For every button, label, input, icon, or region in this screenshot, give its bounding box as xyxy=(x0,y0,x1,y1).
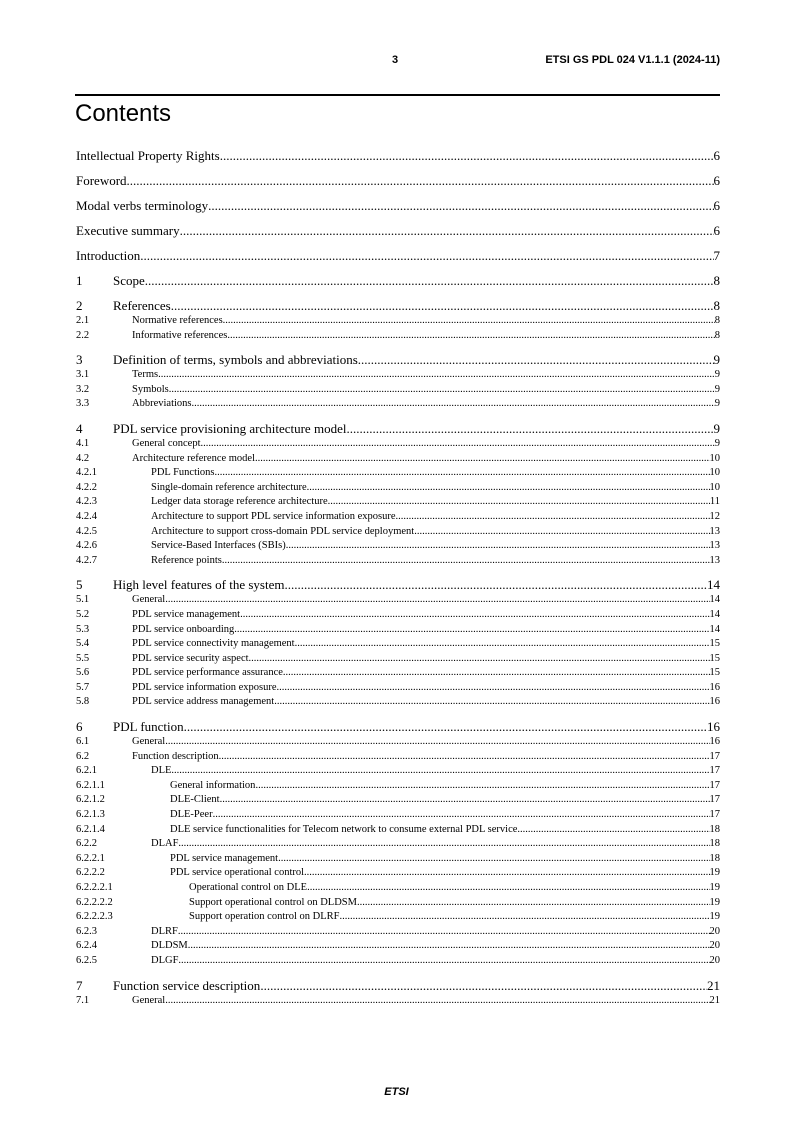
toc-entry-title[interactable]: Modal verbs terminology xyxy=(76,198,209,213)
toc-entry-page: 8 xyxy=(714,315,720,326)
toc-entry-page: 9 xyxy=(714,398,720,410)
toc-entry-page: 14 xyxy=(709,623,720,635)
toc-entry-number: 5.7 xyxy=(76,681,90,693)
toc-entry[interactable] xyxy=(76,437,720,452)
toc-entry[interactable] xyxy=(76,510,720,525)
dot-leader xyxy=(234,623,709,638)
toc-entry-title[interactable]: PDL service management xyxy=(170,852,279,864)
toc-entry-page: 15 xyxy=(709,667,720,679)
toc-entry-title[interactable]: DLRF xyxy=(151,925,178,937)
toc-entry-page: 16 xyxy=(709,681,720,693)
toc-entry[interactable] xyxy=(76,637,720,652)
toc-entry[interactable] xyxy=(76,681,720,696)
toc-entry-title[interactable]: PDL service security aspect xyxy=(132,652,249,664)
dot-leader xyxy=(286,539,710,554)
toc-entry-title[interactable]: Scope xyxy=(113,273,145,288)
toc-entry-page: 18 xyxy=(709,838,720,850)
toc-entry[interactable] xyxy=(76,397,720,412)
toc-entry[interactable] xyxy=(76,823,720,838)
toc-entry-number: 6.2.2 xyxy=(76,838,97,850)
toc-entry-page: 18 xyxy=(709,823,720,835)
toc-entry-page: 7 xyxy=(713,248,720,263)
dot-leader xyxy=(222,554,710,569)
toc-entry-number: 7.1 xyxy=(76,994,90,1006)
toc-entry-title[interactable]: Service-Based Interfaces (SBIs) xyxy=(151,540,286,552)
toc-entry-number: 5.2 xyxy=(76,608,90,620)
toc-entry-number: 6.2.4 xyxy=(76,940,97,952)
toc-entry[interactable] xyxy=(76,750,720,765)
toc-entry-page: 20 xyxy=(709,925,720,937)
toc-entry-page: 11 xyxy=(709,496,720,508)
toc-entry-number: 6 xyxy=(76,719,83,735)
toc-entry-title[interactable]: PDL service onboarding xyxy=(132,623,235,635)
toc-entry-page: 8 xyxy=(713,298,720,313)
toc-entry-number: 6.2.1.4 xyxy=(76,823,105,835)
toc-entry[interactable] xyxy=(76,222,720,239)
dot-leader xyxy=(249,652,710,667)
toc-entry-title[interactable]: DLE xyxy=(151,765,172,777)
dot-leader xyxy=(278,852,709,867)
toc-entry-page: 6 xyxy=(713,223,720,238)
dot-leader xyxy=(178,925,710,940)
toc-entry-title[interactable]: PDL Functions xyxy=(151,467,215,479)
toc-entry-title[interactable]: Symbols xyxy=(132,383,169,395)
toc-entry-page: 9 xyxy=(714,369,720,381)
toc-entry-page: 9 xyxy=(713,420,720,436)
toc-entry-number: 5.4 xyxy=(76,638,90,650)
toc-entry[interactable] xyxy=(76,368,720,383)
toc-entry-title[interactable]: Reference points xyxy=(151,554,222,566)
dot-leader xyxy=(165,593,709,608)
toc-entry-number: 5.3 xyxy=(76,623,90,635)
toc-entry[interactable] xyxy=(76,576,720,593)
dot-leader xyxy=(171,764,709,779)
toc-entry-number: 4.2.2 xyxy=(76,481,97,493)
toc-entry-title[interactable]: Definition of terms, symbols and abbreviations xyxy=(113,352,358,368)
toc-entry-number: 6.2.1.2 xyxy=(76,794,105,806)
toc-entry[interactable] xyxy=(76,593,720,608)
dot-leader xyxy=(277,681,710,696)
toc-entry-page: 6 xyxy=(713,173,720,188)
dot-leader xyxy=(219,750,710,765)
toc-entry-number: 4.2.5 xyxy=(76,525,97,537)
dot-leader xyxy=(192,397,715,412)
toc-entry-page: 17 xyxy=(709,779,720,791)
toc-entry-number: 6.2.3 xyxy=(76,925,97,937)
toc-entry[interactable] xyxy=(76,764,720,779)
toc-entry-page: 17 xyxy=(709,765,720,777)
toc-entry-page: 19 xyxy=(709,911,720,923)
toc-entry-page: 9 xyxy=(713,352,720,368)
dot-leader xyxy=(346,420,713,437)
toc-entry-title[interactable]: Abbreviations xyxy=(132,398,192,410)
toc-entry-title[interactable]: Operational control on DLE xyxy=(189,882,308,893)
dot-leader xyxy=(145,272,714,289)
toc-entry[interactable] xyxy=(76,297,720,314)
toc-entry-title[interactable]: Support operational control on DLDSM xyxy=(189,896,357,908)
toc-entry-page: 10 xyxy=(709,467,720,479)
toc-entry-title[interactable]: Foreword xyxy=(76,173,127,188)
toc-entry[interactable] xyxy=(76,925,720,940)
toc-entry[interactable] xyxy=(76,481,720,496)
toc-entry-title[interactable]: PDL service management xyxy=(132,608,241,620)
toc-entry-title[interactable]: PDL service connectivity management xyxy=(132,638,295,650)
toc-entry[interactable] xyxy=(76,314,720,329)
toc-entry-title[interactable]: Single-domain reference architecture xyxy=(151,481,307,493)
dot-leader xyxy=(127,172,714,189)
toc-entry-title[interactable]: Support operation control on DLRF xyxy=(189,911,340,923)
dot-leader xyxy=(208,197,713,214)
dot-leader xyxy=(158,368,715,383)
toc-entry[interactable] xyxy=(76,779,720,794)
document-id: ETSI GS PDL 024 V1.1.1 (2024-11) xyxy=(545,54,720,66)
toc-entry-number: 5.1 xyxy=(76,594,90,606)
toc-entry-title[interactable]: DLE-Peer xyxy=(170,809,213,821)
toc-entry-number: 6.2.1.3 xyxy=(76,809,105,821)
toc-entry[interactable] xyxy=(76,247,720,264)
toc-entry[interactable] xyxy=(76,881,720,896)
toc-entry-number: 3 xyxy=(76,352,83,368)
toc-entry[interactable] xyxy=(76,718,720,735)
toc-entry[interactable] xyxy=(76,735,720,750)
toc-entry-page: 6 xyxy=(713,148,720,163)
toc-entry-title[interactable]: DLAF xyxy=(151,838,179,850)
toc-entry-title[interactable]: Architecture reference model xyxy=(132,452,256,464)
toc-entry-number: 5 xyxy=(76,577,83,593)
toc-entry-number: 6.2.2.2.1 xyxy=(76,882,113,893)
toc-entry[interactable] xyxy=(76,351,720,368)
toc-entry-page: 9 xyxy=(714,437,720,449)
toc-entry-title[interactable]: High level features of the system xyxy=(113,577,285,593)
toc-entry-number: 6.2 xyxy=(76,750,90,762)
toc-entry-title[interactable]: General xyxy=(132,994,166,1006)
toc-entry-number: 4.1 xyxy=(76,437,90,449)
toc-entry[interactable] xyxy=(76,172,720,189)
toc-entry-title[interactable]: DLE service functionalities for Telecom network to consume external PDL service xyxy=(170,823,518,835)
dot-leader xyxy=(328,495,710,510)
toc-entry-title[interactable]: DLDSM xyxy=(151,940,188,952)
toc-entry-number: 4.2 xyxy=(76,452,90,464)
toc-entry-number: 6.2.1.1 xyxy=(76,779,105,791)
toc-entry-page: 8 xyxy=(713,273,720,288)
toc-entry[interactable] xyxy=(76,793,720,808)
toc-entry-title[interactable]: PDL service information exposure xyxy=(132,681,277,693)
toc-entry-page: 19 xyxy=(709,867,720,879)
toc-entry-number: 2 xyxy=(76,298,83,313)
dot-leader xyxy=(340,910,710,925)
dot-leader xyxy=(220,147,714,164)
toc-entry[interactable] xyxy=(76,495,720,510)
toc-entry[interactable] xyxy=(76,994,720,1009)
toc-entry-title[interactable]: Architecture to support PDL service information exposure xyxy=(151,510,396,522)
toc-entry-title[interactable]: PDL function xyxy=(113,719,184,735)
dot-leader xyxy=(295,637,710,652)
dot-leader xyxy=(358,351,714,368)
toc-entry[interactable] xyxy=(76,383,720,398)
toc-entry-page: 13 xyxy=(709,554,720,566)
toc-entry-page: 17 xyxy=(709,750,720,762)
toc-entry-number: 3.2 xyxy=(76,383,90,395)
toc-entry-number: 3.3 xyxy=(76,398,90,410)
toc-entry[interactable] xyxy=(76,420,720,437)
toc-entry[interactable] xyxy=(76,652,720,667)
toc-entry-page: 20 xyxy=(709,954,720,966)
toc-entry[interactable] xyxy=(76,272,720,289)
toc-entry-page: 17 xyxy=(709,809,720,821)
toc-entry[interactable] xyxy=(76,452,720,467)
dot-leader xyxy=(284,576,707,593)
dot-leader xyxy=(188,939,710,954)
toc-entry-title[interactable]: PDL service provisioning architecture model xyxy=(113,420,347,436)
dot-leader xyxy=(255,779,709,794)
toc-entry-page: 17 xyxy=(709,794,720,806)
toc-entry-page: 15 xyxy=(709,652,720,664)
toc-entry-page: 10 xyxy=(709,452,720,464)
toc-entry-number: 4.2.6 xyxy=(76,540,97,552)
toc-entry-number: 2.2 xyxy=(76,329,90,341)
toc-entry-page: 14 xyxy=(709,594,720,606)
toc-entry-page: 8 xyxy=(714,329,720,341)
page-title: Contents xyxy=(75,100,172,127)
toc-entry-title[interactable]: DLE-Client xyxy=(170,794,220,806)
toc-entry-page: 21 xyxy=(709,994,720,1006)
toc-entry-number: 5.6 xyxy=(76,667,90,679)
dot-leader xyxy=(240,608,709,623)
dot-leader xyxy=(274,695,709,710)
dot-leader xyxy=(304,866,709,881)
toc-entry-number: 4.2.4 xyxy=(76,510,97,522)
toc-entry[interactable] xyxy=(76,608,720,623)
toc-entry-number: 5.5 xyxy=(76,652,90,664)
toc-entry-title[interactable]: PDL service performance assurance xyxy=(132,667,283,679)
toc-entry-number: 4.2.3 xyxy=(76,496,97,508)
toc-entry[interactable] xyxy=(76,466,720,481)
toc-entry[interactable] xyxy=(76,939,720,954)
dot-leader xyxy=(223,314,715,329)
toc-entry-title[interactable]: References xyxy=(113,298,171,313)
toc-entry-page: 16 xyxy=(707,719,720,735)
dot-leader xyxy=(180,222,714,239)
toc-entry-title[interactable]: Normative references xyxy=(132,315,223,326)
toc-entry-number: 6.2.2.2 xyxy=(76,867,105,879)
toc-entry-number: 6.1 xyxy=(76,736,90,748)
dot-leader xyxy=(260,977,707,994)
toc-entry-number: 6.2.5 xyxy=(76,954,97,966)
dot-leader xyxy=(414,525,709,540)
dot-leader xyxy=(178,837,709,852)
dot-leader xyxy=(227,329,714,344)
dot-leader xyxy=(184,718,707,735)
dot-leader xyxy=(220,793,710,808)
toc-entry-title[interactable]: Intellectual Property Rights xyxy=(76,148,220,163)
toc-entry-page: 9 xyxy=(714,383,720,395)
toc-entry-page: 14 xyxy=(709,608,720,620)
dot-leader xyxy=(178,954,709,969)
toc-entry-page: 21 xyxy=(707,977,720,993)
toc-entry-page: 13 xyxy=(709,525,720,537)
toc-entry[interactable] xyxy=(76,837,720,852)
dot-leader xyxy=(140,247,713,264)
toc-entry[interactable] xyxy=(76,197,720,214)
toc-entry-number: 1 xyxy=(76,273,83,288)
toc-entry[interactable] xyxy=(76,147,720,164)
toc-entry-page: 10 xyxy=(709,481,720,493)
toc-entry-page: 12 xyxy=(709,510,720,522)
page-number: 3 xyxy=(392,54,399,66)
toc-entry-number: 3.1 xyxy=(76,369,90,381)
dot-leader xyxy=(215,466,710,481)
dot-leader xyxy=(396,510,710,525)
toc-entry-title[interactable]: Executive summary xyxy=(76,223,180,238)
toc-entry[interactable] xyxy=(76,896,720,911)
toc-entry[interactable] xyxy=(76,666,720,681)
toc-entry[interactable] xyxy=(76,954,720,969)
toc-entry-title[interactable]: General concept xyxy=(132,437,201,449)
toc-entry-page: 20 xyxy=(709,940,720,952)
dot-leader xyxy=(255,452,709,467)
dot-leader xyxy=(165,735,709,750)
header-rule xyxy=(75,94,720,96)
toc-entry[interactable] xyxy=(76,554,720,569)
toc-entry[interactable] xyxy=(76,539,720,554)
toc-entry-title[interactable]: Function service description xyxy=(113,977,261,993)
dot-leader xyxy=(307,481,710,496)
toc-entry[interactable] xyxy=(76,695,720,710)
dot-leader xyxy=(307,881,709,896)
table-of-contents xyxy=(76,139,720,1008)
toc-entry-title[interactable]: PDL service operational control xyxy=(170,867,305,879)
toc-entry-page: 19 xyxy=(709,882,720,893)
toc-entry[interactable] xyxy=(76,808,720,823)
toc-entry-number: 6.2.2.1 xyxy=(76,852,105,864)
toc-entry[interactable] xyxy=(76,623,720,638)
toc-entry-title[interactable]: Architecture to support cross-domain PDL service deployment xyxy=(151,525,415,537)
toc-entry[interactable] xyxy=(76,329,720,344)
toc-entry-page: 19 xyxy=(709,896,720,908)
toc-entry-page: 16 xyxy=(709,736,720,748)
dot-leader xyxy=(517,823,709,838)
toc-entry[interactable] xyxy=(76,852,720,867)
dot-leader xyxy=(169,383,715,398)
toc-entry-title[interactable]: Ledger data storage reference architecture xyxy=(151,496,328,508)
toc-entry-title[interactable]: General information xyxy=(170,779,256,791)
toc-entry[interactable] xyxy=(76,977,720,994)
toc-entry-number: 6.2.1 xyxy=(76,765,97,777)
toc-entry-number: 2.1 xyxy=(76,315,90,326)
toc-entry-number: 6.2.2.2.2 xyxy=(76,896,113,908)
toc-entry[interactable] xyxy=(76,866,720,881)
toc-entry-title[interactable]: DLGF xyxy=(151,954,179,966)
toc-entry-title[interactable]: General xyxy=(132,594,166,606)
dot-leader xyxy=(283,666,710,681)
toc-entry-page: 13 xyxy=(709,540,720,552)
toc-entry[interactable] xyxy=(76,910,720,925)
toc-entry-title[interactable]: General xyxy=(132,736,166,748)
dot-leader xyxy=(357,896,710,911)
toc-entry-number: 5.8 xyxy=(76,696,90,708)
dot-leader xyxy=(171,297,714,314)
toc-entry-title[interactable]: Function description xyxy=(132,750,219,762)
toc-entry-title[interactable]: Terms xyxy=(132,369,159,381)
toc-entry-number: 6.2.2.2.3 xyxy=(76,911,113,923)
dot-leader xyxy=(165,994,709,1009)
toc-entry-page: 14 xyxy=(707,577,720,593)
toc-entry-title[interactable]: Informative references xyxy=(132,329,228,341)
toc-entry-page: 18 xyxy=(709,852,720,864)
toc-entry-page: 15 xyxy=(709,638,720,650)
toc-entry[interactable] xyxy=(76,525,720,540)
toc-entry-number: 7 xyxy=(76,977,83,993)
toc-entry-number: 4.2.7 xyxy=(76,554,97,566)
toc-entry-page: 16 xyxy=(709,696,720,708)
toc-entry-page: 6 xyxy=(713,198,720,213)
toc-entry-title[interactable]: Introduction xyxy=(76,248,141,263)
toc-entry-number: 4 xyxy=(76,420,83,436)
footer-etsi: ETSI xyxy=(384,1086,409,1098)
dot-leader xyxy=(201,437,715,452)
toc-entry-number: 4.2.1 xyxy=(76,467,97,479)
toc-entry-title[interactable]: PDL service address management xyxy=(132,696,275,708)
dot-leader xyxy=(213,808,710,823)
